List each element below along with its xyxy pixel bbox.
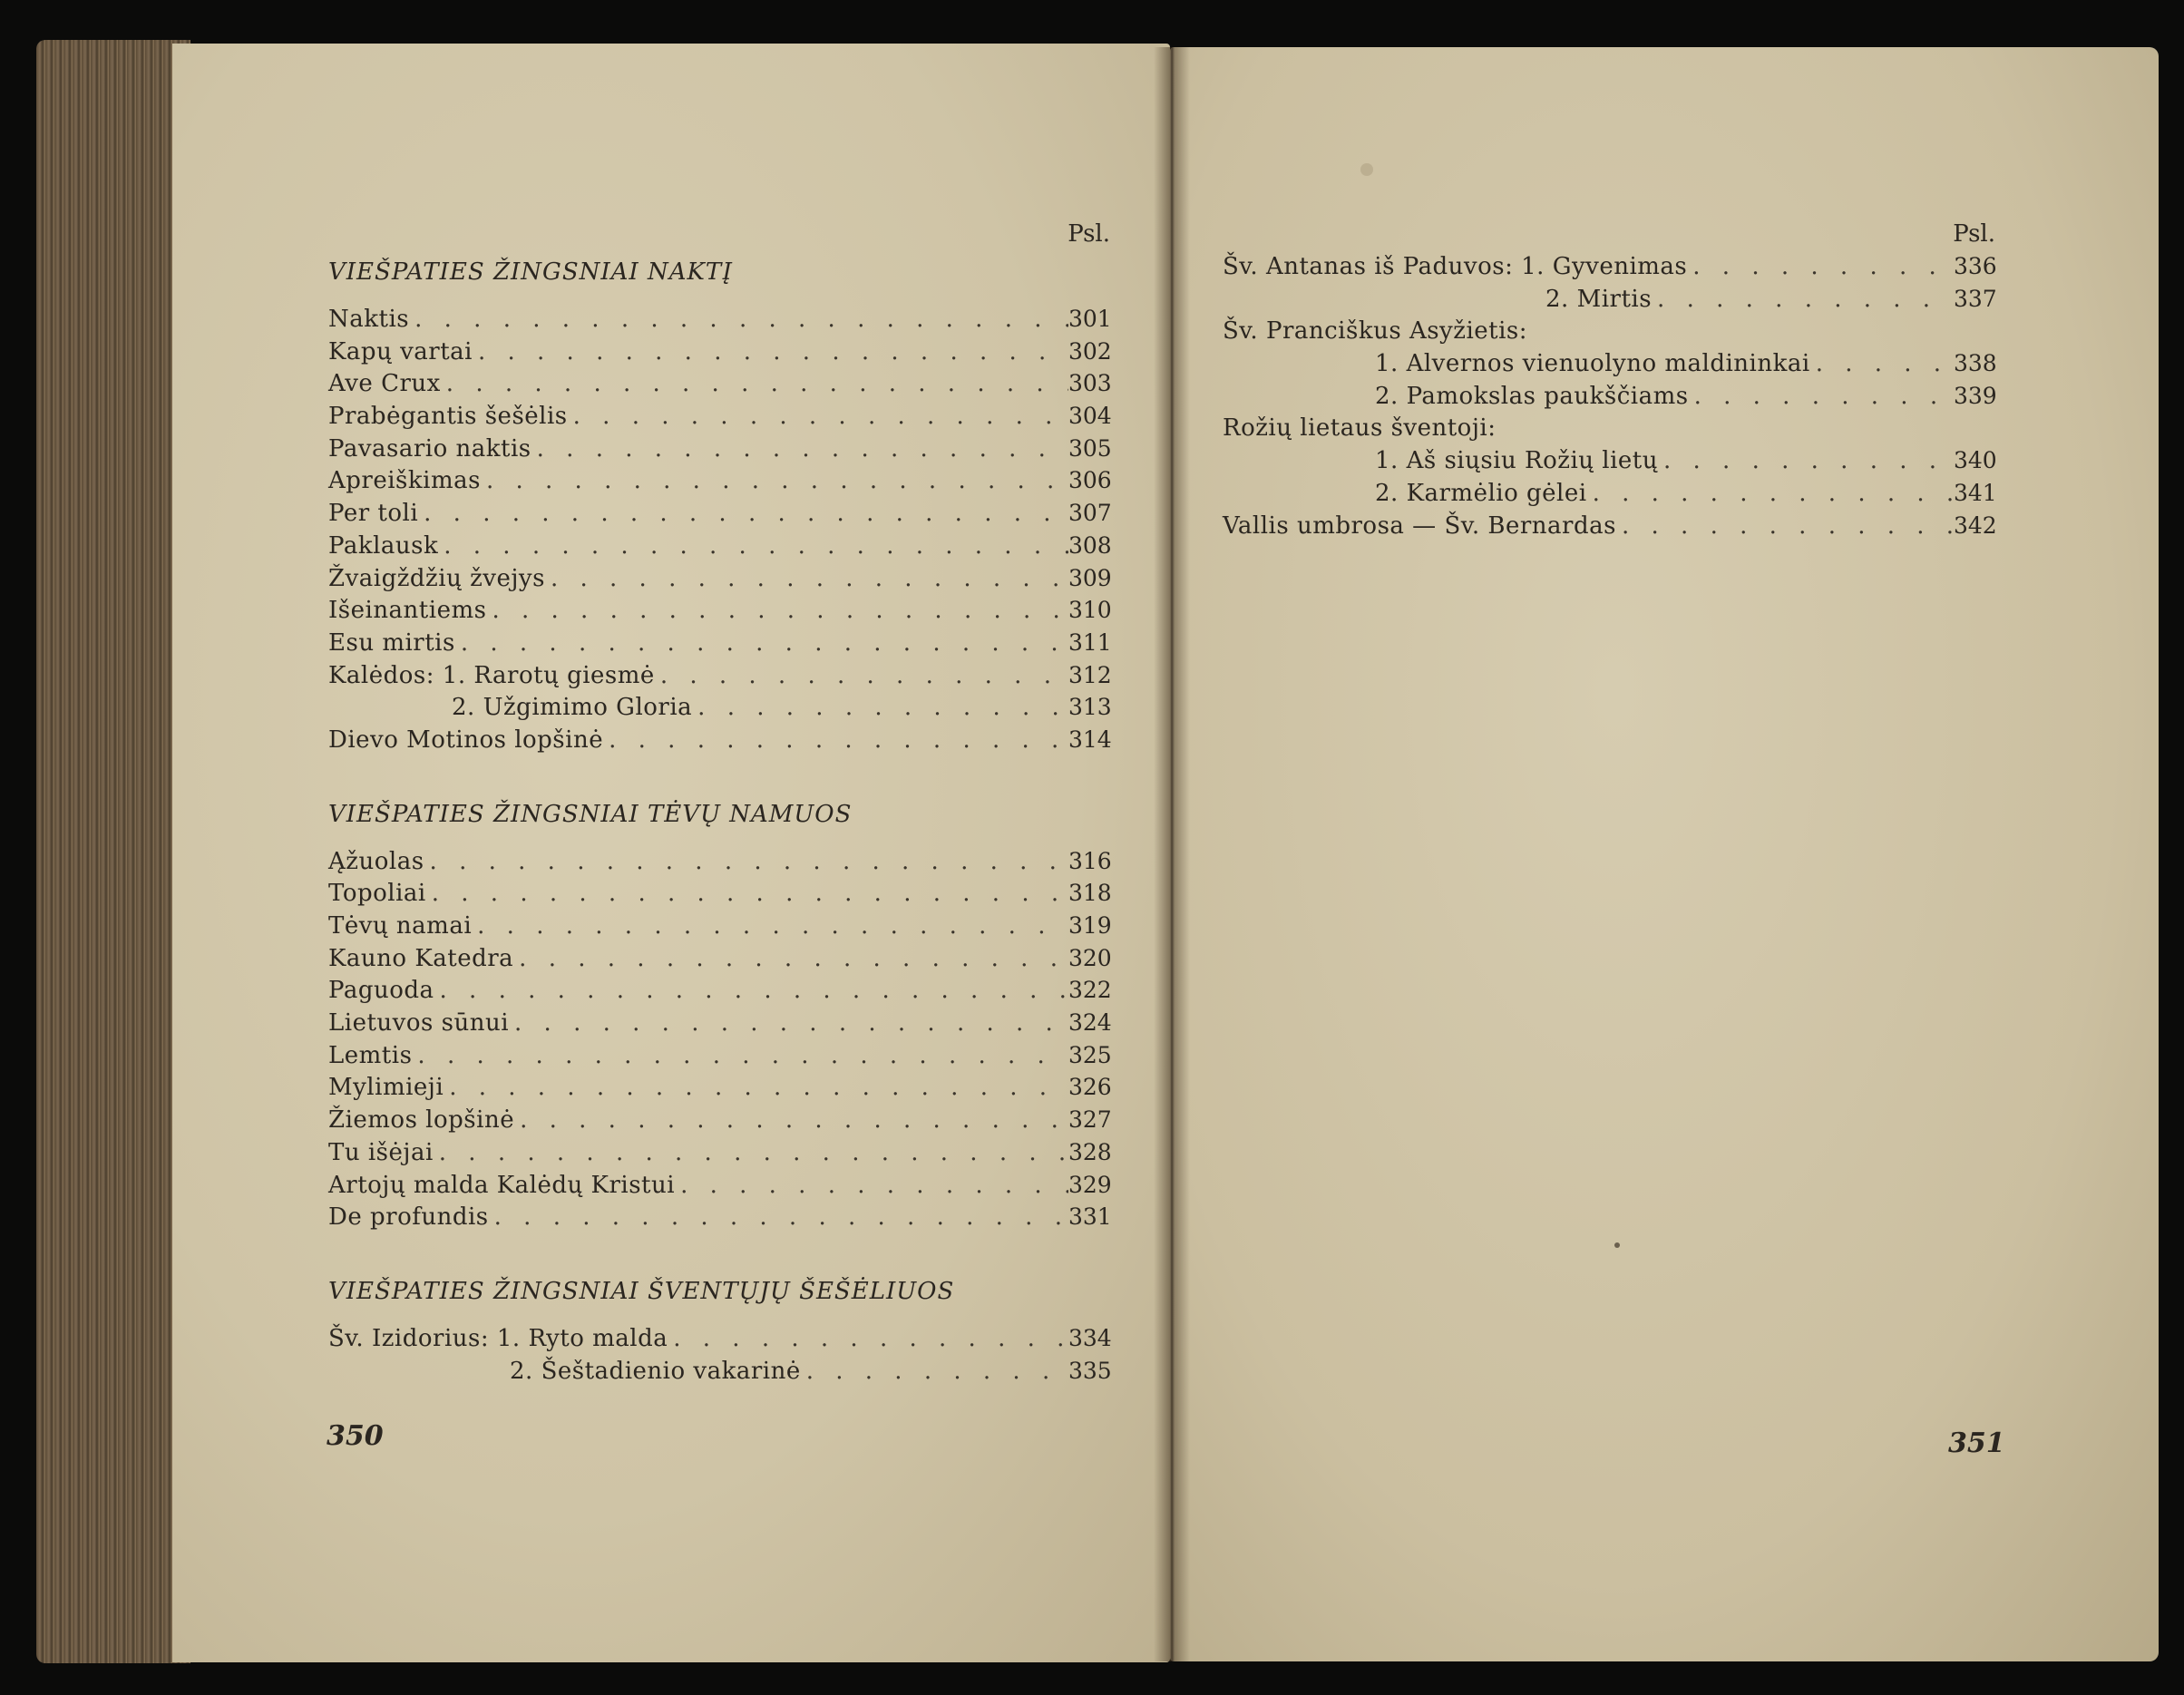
dot-leader [514,1104,1068,1136]
toc-page-number: 334 [1068,1324,1112,1351]
dot-leader [545,562,1068,595]
dot-leader [531,433,1068,465]
dot-leader [472,910,1068,942]
book-gutter [1154,47,1190,1661]
toc-row [328,367,1110,400]
toc-row [328,1071,1110,1104]
toc-entry-title: Prabėgantis šešėlis [328,403,568,431]
dot-leader [444,1071,1068,1104]
toc-entry-title: Paklausk [328,531,439,560]
toc-entry-title: Per toli [328,500,419,528]
toc-page-number: 311 [1068,628,1112,656]
toc-entry-title: Rožių lietaus šventoji: [1223,414,1497,443]
toc-row [328,942,1110,975]
toc-page-number: 316 [1068,847,1112,874]
toc-entry-title: Kapų vartai [328,337,473,365]
toc-page-number: 318 [1068,880,1112,907]
toc-row [328,1169,1110,1202]
dot-leader [1689,380,1954,413]
toc-page-number: 307 [1068,500,1112,527]
toc-row [328,1322,1110,1355]
toc-entry-title: Esu mirtis [328,628,455,657]
toc-entry-title: Tu išėjai [328,1138,434,1166]
toc-page-number: 301 [1068,306,1112,332]
toc-row [328,845,1110,878]
toc-row [328,562,1110,595]
toc-row [1223,380,1995,413]
toc-entry-title: Lietuvos sūnui [328,1009,510,1037]
toc-row [328,1201,1110,1233]
toc-row [1223,283,1995,316]
toc-row [328,691,1110,724]
toc-page-number: 303 [1068,370,1112,397]
toc-page-number: 304 [1068,403,1112,430]
toc-entry-title: Paguoda [328,977,434,1005]
toc-page-number: 335 [1068,1357,1112,1384]
toc-page-number: 320 [1068,944,1112,971]
toc-row [328,1136,1110,1169]
toc-entry-title: Šv. Izidorius: 1. Ryto malda [328,1324,668,1352]
toc-row [328,594,1110,627]
toc-row [328,659,1110,692]
toc-entry-title: Kauno Katedra [328,944,514,972]
toc-row [328,910,1110,942]
dot-leader [424,845,1068,878]
dot-leader [434,974,1068,1007]
dot-leader [1652,283,1954,316]
toc-page-number: 340 [1954,447,1997,474]
toc-entry-title: Pavasario naktis [328,434,531,463]
page-column-header: Psl. [1068,220,1110,248]
section-entries [328,845,1110,1233]
toc-entry-title: 2. Mirtis [1545,285,1653,313]
dot-leader [455,627,1068,659]
dot-leader [1810,347,1954,380]
toc-page-number: 337 [1954,285,1997,312]
toc-page-number: 319 [1068,912,1112,939]
toc-page-number: 342 [1954,511,1997,539]
toc-page-number: 302 [1068,337,1112,365]
toc-entry-title: Artojų malda Kalėdų Kristui [328,1171,676,1199]
toc-page-number: 326 [1068,1074,1112,1101]
dot-leader [434,1136,1068,1169]
toc-entry-title: Kalėdos: 1. Rarotų giesmė [328,661,655,689]
section-entries [328,1322,1110,1387]
section-title: VIEŠPATIES ŽINGSNIAI TĖVŲ NAMUOS [328,800,853,828]
toc-row [1223,412,1995,444]
dot-leader [692,691,1068,724]
toc-entry-title: 2. Šeštadienio vakarinė [510,1357,801,1385]
toc-page-number: 309 [1068,564,1112,591]
toc-page-number: 341 [1954,479,1997,506]
toc-row [328,1039,1110,1072]
dot-leader [509,1007,1068,1039]
toc-entry-title: 2. Karmėlio gėlei [1375,479,1587,507]
ink-spot [1360,163,1373,176]
toc-row [1223,444,1995,477]
toc-entry-title: Mylimieji [328,1074,444,1102]
dot-leader [1587,477,1954,510]
toc-page-number: 339 [1954,382,1997,409]
toc-row [328,530,1110,562]
page-block-edge [36,40,190,1663]
toc-entry-title: Tėvų namai [328,912,473,940]
toc-entry-title: Žiemos lopšinė [328,1106,515,1135]
toc-page-number: 327 [1068,1106,1112,1134]
right-table-of-contents [1223,218,1995,541]
toc-page-number: 331 [1068,1203,1112,1231]
toc-row [1223,510,1995,542]
dot-leader [603,724,1068,756]
page-number-left: 350 [327,1420,384,1452]
toc-entry-title: Šv. Pranciškus Asyžietis: [1223,317,1528,346]
toc-page-number: 322 [1068,977,1112,1004]
toc-entry-title: Naktis [328,306,410,333]
page-number-right: 351 [1948,1427,2005,1459]
toc-row [328,627,1110,659]
dot-leader [1658,444,1954,477]
toc-entry-title: Lemtis [328,1041,413,1069]
toc-row [328,724,1110,756]
dot-leader [409,303,1068,336]
toc-page-number: 325 [1068,1041,1112,1068]
toc-row [328,1104,1110,1136]
toc-page-number: 329 [1068,1171,1112,1198]
toc-page-number: 310 [1068,597,1112,624]
toc-entry-title: Ąžuolas [328,847,424,875]
dot-leader [1687,250,1954,283]
toc-page-number: 328 [1068,1138,1112,1165]
toc-page-number: 324 [1068,1009,1112,1037]
dot-leader [655,659,1068,692]
toc-row [1223,250,1995,283]
dot-leader [412,1039,1068,1072]
toc-row [328,877,1110,910]
toc-row [1223,315,1995,347]
section-title: VIEŠPATIES ŽINGSNIAI NAKTĮ [328,258,733,286]
toc-row [328,303,1110,336]
toc-entry-title: Šv. Antanas iš Paduvos: 1. Gyvenimas [1223,253,1688,280]
toc-page-number: 338 [1954,350,1997,377]
toc-row [328,464,1110,497]
dot-leader [801,1355,1068,1388]
dot-leader [441,367,1068,400]
toc-entry-title: 2. Pamokslas paukščiams [1375,382,1689,410]
toc-row [328,974,1110,1007]
dot-leader [668,1322,1068,1355]
toc-page-number: 312 [1068,661,1112,688]
toc-row [328,1355,1110,1388]
toc-page-number: 308 [1068,531,1112,559]
toc-row [328,497,1110,530]
toc-entry-title: 1. Aš siųsiu Rožių lietų [1375,447,1658,475]
dot-leader [438,530,1068,562]
dot-leader [489,1201,1068,1233]
dot-leader [473,336,1068,368]
dot-leader [513,942,1068,975]
toc-page-number: 305 [1068,434,1112,462]
toc-entry-title: Dievo Motinos lopšinė [328,726,604,754]
toc-entry-title: 2. Užgimimo Gloria [452,694,693,722]
toc-page-number: 314 [1068,726,1112,753]
toc-row [328,433,1110,465]
ink-spot [1614,1242,1620,1248]
toc-page-number: 313 [1068,694,1112,721]
dot-leader [426,877,1068,910]
page-column-header: Psl. [1953,220,1995,248]
dot-leader [568,400,1068,433]
dot-leader [1616,510,1954,542]
toc-row [1223,347,1995,380]
toc-entry-title: Vallis umbrosa — Šv. Bernardas [1223,511,1616,540]
dot-leader [481,464,1068,497]
toc-entry-title: Ave Crux [328,370,441,398]
toc-entry-title: Išeinantiems [328,597,487,625]
left-table-of-contents [328,218,1110,1387]
section-title: VIEŠPATIES ŽINGSNIAI ŠVENTŲJŲ ŠEŠĖLIUOS [328,1277,955,1305]
toc-row [1223,477,1995,510]
toc-row [328,336,1110,368]
toc-entry-title: Apreiškimas [328,467,481,495]
toc-entry-title: 1. Alvernos vienuolyno maldininkai [1375,350,1810,378]
dot-leader [675,1169,1068,1202]
toc-entry-title: Topoliai [328,880,426,908]
section-entries [328,303,1110,756]
toc-entry-title: Žvaigždžių žvejys [328,564,545,592]
toc-page-number: 306 [1068,467,1112,494]
dot-leader [486,594,1068,627]
toc-row [328,400,1110,433]
dot-leader [418,497,1068,530]
toc-row [328,1007,1110,1039]
toc-entry-title: De profundis [328,1203,489,1232]
toc-page-number: 336 [1954,253,1997,279]
